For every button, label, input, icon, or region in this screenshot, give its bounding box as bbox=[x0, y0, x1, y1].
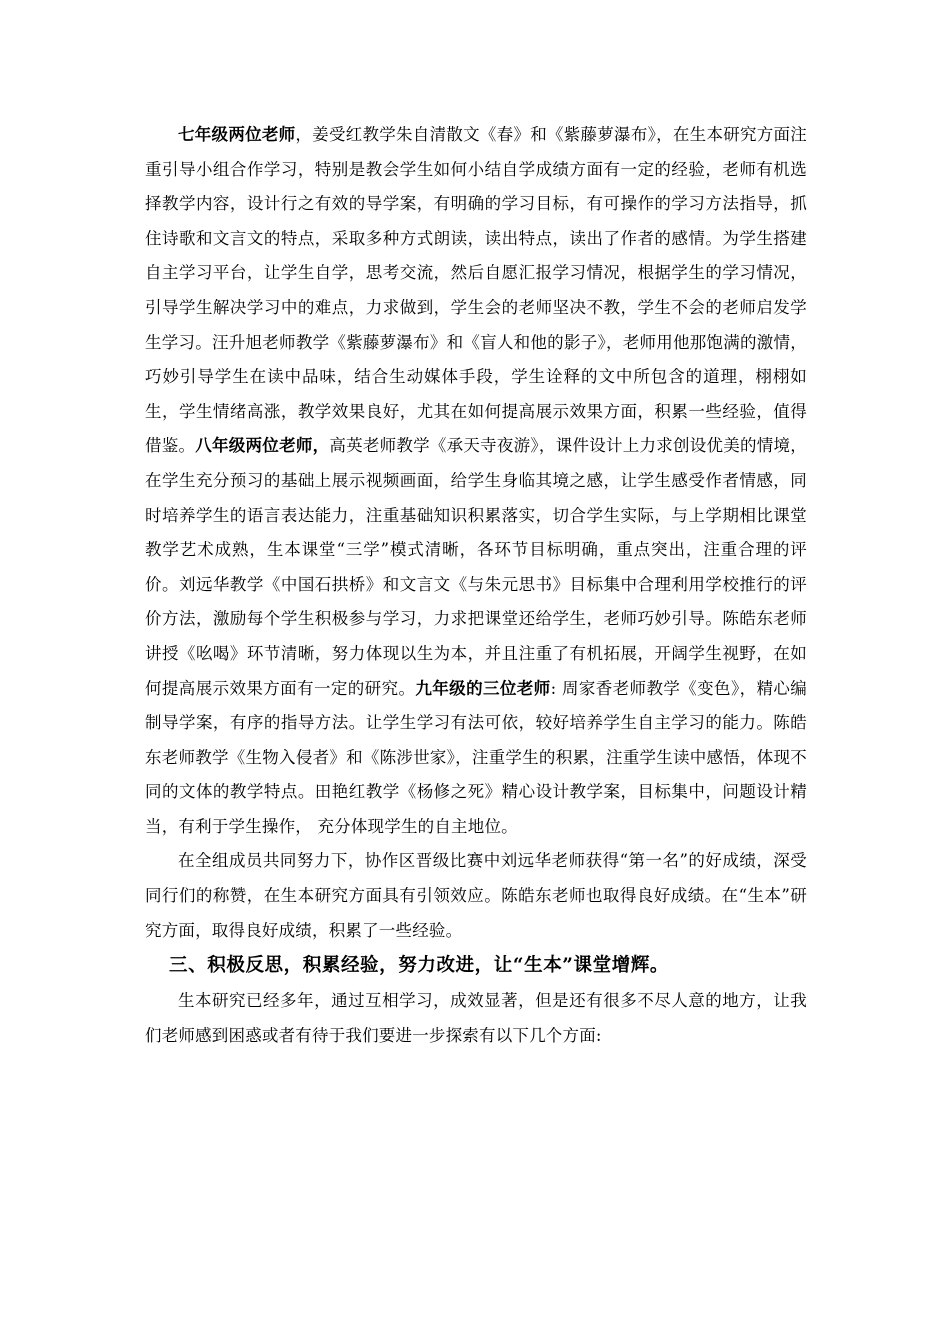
grade9-heading: 九年级的三位老师 bbox=[415, 678, 551, 698]
document-body bbox=[145, 118, 807, 1053]
paragraph-reflection: 生本研究已经多年，通过互相学习，成效显著，但是还有很多不尽人意的地方，让我们老师感到困惑或者有待于我们要进一步探索有以下几个方面: bbox=[145, 991, 807, 1045]
grade8-text: 高英老师教学《承天寺夜游》，课件设计上力求创设优美的情境，在学生充分预习的基础上展示视频画面，给学生身临其境之感，让学生感受作者情感，同时培养学生的语言表达能力，注重基础知识积累落实，切合学生实际，与上学期相比课堂教学艺术成熟，生本课堂“三学”模式清晰，各环节目标明确，重点突出，注重合理的评价。刘远华教学《中国石拱桥》和文言文《与朱元思书》目标集中合理利用学校推行的评价方法，激励每个学生积极参与学习，力求把课堂还给学生，老师巧妙引导。陈皓东老师讲授《吆喝》环节清晰，努力体现以生为本，并且注重了有机拓展，开阔学生视野，在如何提高展示效果方面有一定的研究。 bbox=[145, 436, 807, 698]
grade7-text: ，姜受红教学朱自清散文《春》和《紫藤萝瀑布》，在生本研究方面注重引导小组合作学习，特别是教会学生如何小结自学成绩方面有一定的经验，老师有机选择教学内容，设计行之有效的导学案，有明确的学习目标，有可操作的学习方法指导，抓住诗歌和文言文的特点，采取多种方式朗读，读出特点，读出了作者的感情。为学生搭建自主学习平台，让学生自学，思考交流，然后自愿汇报学习情况，根据学生的学习情况，引导学生解决学习中的难点，力求做到，学生会的老师坚决不教，学生不会的老师启发学生学习。汪升旭老师教学《紫藤萝瀑布》和《盲人和他的影子》，老师用他那饱满的激情，巧妙引导学生在读中品味，结合生动媒体手段，学生诠释的文中所包含的道理，栩栩如生，学生情绪高涨，教学效果良好，尤其在如何提高展示效果方面，积累一些经验，值得借鉴。 bbox=[145, 125, 807, 456]
section-heading-3: 三、积极反思，积累经验，努力改进，让“生本”课堂增辉。 bbox=[169, 955, 670, 977]
paragraph-achievements: 在全组成员共同努力下，协作区晋级比赛中刘远华老师获得“第一名”的好成绩，深受同行们的称赞，在生本研究方面具有引领效应。陈皓东老师也取得良好成绩。在“生本”研究方面，取得良好成绩，积累了一些经验。 bbox=[145, 851, 807, 940]
grade8-heading: 八年级两位老师， bbox=[195, 436, 330, 456]
grade7-heading: 七年级两位老师 bbox=[178, 125, 296, 144]
paragraph-grade-teachers bbox=[145, 118, 807, 844]
grade9-text: : 周家香老师教学《变色》，精心编制导学案，有序的指导方法。让学生学习有法可依，较好培养学生自主学习的能力。陈皓东老师教学《生物入侵者》和《陈涉世家》，注重学生的积累，注重学生读中感悟，体现不同的文体的教学特点。田艳红教学《杨修之死》精心设计教学案，目标集中，问题设计精当，有利于学生操作， 充分体现学生的自主地位。 bbox=[145, 678, 807, 836]
